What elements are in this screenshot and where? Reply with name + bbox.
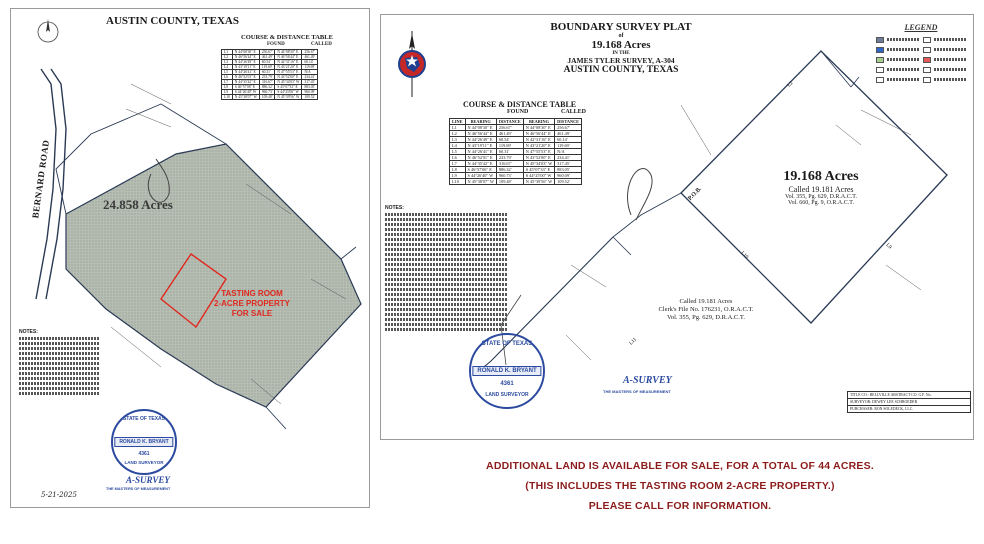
right-title-acres: 19.168 Acres (591, 39, 651, 51)
table-cell: 316.67' (496, 161, 523, 167)
sale-notice (390, 456, 970, 516)
table-cell: L10 (450, 179, 466, 185)
table-cell: N 45°38'07" W (465, 179, 496, 185)
table-cell: N 44°26'49" E (232, 60, 259, 65)
table-cell: S 46°57'06" E (465, 167, 496, 173)
right-title-info-block (847, 391, 971, 413)
table-cell: N 44°08'30" E (523, 125, 554, 131)
table-cell: N 45°39'56" W (523, 179, 554, 185)
table-cell: 119.69' (496, 143, 523, 149)
right-pob-label: P.O.B. (687, 186, 704, 202)
left-table-called: CALLED (311, 42, 332, 47)
table-cell: 960.73' (496, 173, 523, 179)
table-cell: N 46°56'44" E (275, 55, 302, 60)
table-cell: N 46°52'01" E (465, 155, 496, 161)
right-survey-plat (380, 14, 974, 440)
table-header-cell: LINE (450, 119, 466, 125)
table-cell: S 45°07'33" E (275, 85, 302, 90)
table-header-cell: DISTANCE (496, 119, 523, 125)
table-cell: 461.49' (555, 131, 582, 137)
table-cell: S 44°25'00" W (523, 173, 554, 179)
table-cell: 60.14' (302, 60, 318, 65)
table-cell: N 45°34'03" W (523, 161, 554, 167)
table-cell: N 46°52'01" E (232, 75, 259, 80)
right-table-called: CALLED (561, 109, 587, 115)
left-survey-plat (10, 8, 370, 508)
table-cell: 119.69' (555, 143, 582, 149)
table-cell: 316.67' (259, 80, 275, 85)
table-cell: 60.31' (259, 70, 275, 75)
table-cell: 960.73' (259, 90, 275, 95)
right-acres-block (751, 169, 891, 206)
notice-line1: ADDITIONAL LAND IS AVAILABLE FOR SALE, FOR A TOTAL OF 44 ACRES. (486, 460, 874, 472)
right-bottom-called-1: Called 19.181 Acres (679, 298, 733, 305)
right-title-line1: BOUNDARY SURVEY PLAT (550, 21, 692, 33)
right-title-in: IN THE (612, 51, 630, 56)
table-cell: N 44°08'30" E (232, 50, 259, 55)
table-cell: 109.48' (496, 179, 523, 185)
left-table-found: FOUND (267, 42, 285, 47)
table-cell: L3 (222, 60, 233, 65)
table-cell: N 45°34'03" W (275, 80, 302, 85)
table-cell: 886.32' (496, 167, 523, 173)
table-cell: L2 (450, 131, 466, 137)
table-cell: 461.49' (496, 131, 523, 137)
table-cell: 461.49' (259, 55, 275, 60)
right-seal-top: STATE OF TEXAS (481, 341, 533, 347)
table-cell: 109.52' (302, 95, 318, 100)
table-cell: S 44°26'40" W (465, 173, 496, 179)
right-seal-bottom: LAND SURVEYOR (485, 392, 529, 398)
table-cell: 317.45' (302, 80, 318, 85)
right-company-tag: THE MASTERS OF MEASUREMENT (603, 389, 671, 394)
table-cell: N 47°55'53" E (275, 70, 302, 75)
right-notes-title: NOTES: (385, 205, 404, 211)
right-called-vol2: Vol. 660, Pg. 9, O.R.A.C.T. (788, 200, 854, 206)
table-cell: N 43°19'11" E (232, 65, 259, 70)
table-cell: N 46°56'44" E (523, 131, 554, 137)
table-cell: N/A (302, 70, 318, 75)
left-seal-number: 4361 (138, 451, 150, 457)
table-cell: 256.67' (555, 125, 582, 131)
table-cell: L8 (450, 167, 466, 173)
left-seal-name: RONALD K. BRYANT (114, 437, 173, 447)
left-notes (19, 329, 99, 397)
table-cell: N 44°26'41" E (465, 149, 496, 155)
table-cell: N 47°55'53" E (523, 149, 554, 155)
table-cell: L4 (450, 143, 466, 149)
table-cell: 234.41' (302, 75, 318, 80)
table-cell: L6 (450, 155, 466, 161)
left-surveyor-seal (111, 409, 177, 475)
table-cell: 233.79' (259, 75, 275, 80)
table-cell: L7 (450, 161, 466, 167)
right-seal-name: RONALD K. BRYANT (472, 366, 541, 376)
right-title-of: of (618, 33, 624, 39)
legend-title: LEGEND (904, 23, 938, 32)
right-title-county: AUSTIN COUNTY, TEXAS (563, 65, 679, 75)
left-road-label: BERNARD ROAD (30, 139, 52, 219)
table-cell: 60.54' (496, 137, 523, 143)
table-cell: L6 (222, 75, 233, 80)
table-cell: 256.67' (259, 50, 275, 55)
right-called-acres: Called 19.181 Acres (788, 185, 854, 194)
table-cell: N 43°19'11" E (465, 143, 496, 149)
table-cell: 233.79' (496, 155, 523, 161)
svg-text:L9: L9 (884, 242, 893, 251)
left-company-tag: THE MASTERS OF MEASUREMENT (106, 487, 171, 491)
table-cell: 109.52' (555, 179, 582, 185)
table-cell: L5 (450, 149, 466, 155)
table-cell: L1 (450, 125, 466, 131)
left-notes-title: NOTES: (19, 329, 38, 335)
table-cell: 461.49' (302, 55, 318, 60)
table-cell: 883.05' (302, 85, 318, 90)
table-cell: L8 (222, 85, 233, 90)
table-cell: N 42°31'16" E (523, 137, 554, 143)
table-cell: N/A (555, 149, 582, 155)
table-cell: 960.09' (302, 90, 318, 95)
table-cell: N 44°08'30" E (275, 50, 302, 55)
table-cell: S 44°26'40" W (232, 90, 259, 95)
title-info-row: SURVEYOR: DEWEY LEE SCHROEDER (848, 399, 970, 406)
svg-text:L11: L11 (628, 337, 638, 347)
table-cell: 886.32' (259, 85, 275, 90)
table-cell: L9 (222, 90, 233, 95)
table-cell: L1 (222, 50, 233, 55)
table-cell: N 46°56'44" E (465, 131, 496, 137)
table-cell: 317.45' (555, 161, 582, 167)
table-cell: 883.05' (555, 167, 582, 173)
right-bottom-called-2: Clerk's File No. 176231, O.R.A.C.T. (658, 306, 754, 313)
right-seal-number: 4361 (500, 381, 514, 387)
right-called-vol1: Vol. 355, Pg. 629, D.R.A.C.T. (785, 194, 857, 200)
table-cell: N 42°31'16" E (275, 60, 302, 65)
table-header-cell: BEARING (465, 119, 496, 125)
table-cell: 256.67' (302, 50, 318, 55)
table-cell: L9 (450, 173, 466, 179)
table-cell: 960.09' (555, 173, 582, 179)
table-cell: N 46°56'44" E (232, 55, 259, 60)
table-cell: L5 (222, 70, 233, 75)
left-seal-bottom: LAND SURVEYOR (124, 460, 164, 465)
title-info-row: TITLE CO.: BELLVILLE ABSTRACT CO. G.F. No. (848, 392, 970, 399)
notice-line2: (THIS INCLUDES THE TASTING ROOM 2-ACRE PROPERTY.) (525, 480, 835, 492)
title-info-row: PURCHASER: RON SOLEDECK, LLC. (850, 407, 914, 411)
table-cell: N 44°35'42" E (465, 161, 496, 167)
svg-text:L10: L10 (739, 250, 749, 261)
table-cell: N 43°52'00" E (275, 75, 302, 80)
left-company-logo: A-SURVEY (126, 475, 170, 485)
tasting-room-line1: TASTING ROOM (221, 289, 283, 298)
table-cell: S 44°25'00" W (275, 90, 302, 95)
table-cell: N 44°35'42" E (232, 80, 259, 85)
table-cell: N 45°38'07" W (232, 95, 259, 100)
table-cell: N 45°39'56" W (275, 95, 302, 100)
table-cell: 60.54' (259, 60, 275, 65)
tasting-room-line3: FOR SALE (231, 309, 273, 318)
table-cell: 119.69' (259, 65, 275, 70)
right-bottom-called (631, 298, 781, 322)
table-cell: 234.41' (555, 155, 582, 161)
right-title-survey: JAMES TYLER SURVEY, A-304 (567, 56, 675, 65)
table-cell: 256.67' (496, 125, 523, 131)
table-cell: N 43°52'00" E (523, 155, 554, 161)
tasting-room-label (214, 289, 290, 319)
table-cell: S 45°07'33" E (523, 167, 554, 173)
table-header-cell: DISTANCE (555, 119, 582, 125)
left-date-signature: 5-21-2025 (41, 491, 77, 499)
table-cell: 60.31' (496, 149, 523, 155)
table-cell: 109.48' (259, 95, 275, 100)
table-cell: N 44°26'41" E (232, 70, 259, 75)
table-cell: L10 (222, 95, 233, 100)
left-plat-map (11, 9, 369, 507)
table-cell: L4 (222, 65, 233, 70)
right-table-title: COURSE & DISTANCE TABLE (463, 100, 577, 109)
svg-text:L2: L2 (786, 80, 795, 89)
table-cell: N 44°08'30" E (465, 125, 496, 131)
table-cell: N 43°21'20" E (275, 65, 302, 70)
notice-line3: PLEASE CALL FOR INFORMATION. (588, 500, 772, 512)
table-cell: L3 (450, 137, 466, 143)
table-cell: N 43°21'20" E (523, 143, 554, 149)
table-header-cell: BEARING (523, 119, 554, 125)
table-cell: L7 (222, 80, 233, 85)
right-table-found: FOUND (507, 109, 529, 115)
right-company-logo: A-SURVEY (623, 375, 672, 386)
table-cell: 60.14' (555, 137, 582, 143)
right-acres-label: 19.168 Acres (783, 169, 859, 184)
tasting-room-line2: 2-ACRE PROPERTY (214, 299, 291, 308)
left-county-title: AUSTIN COUNTY, TEXAS (106, 15, 239, 27)
right-bottom-called-3: Vol. 355, Pg. 629, D.R.A.C.T. (667, 314, 745, 321)
table-cell: N 44°26'49" E (465, 137, 496, 143)
left-seal-top: STATE OF TEXAS (122, 416, 166, 422)
table-cell: S 46°57'06" E (232, 85, 259, 90)
left-acres-label: 24.858 Acres (103, 197, 173, 212)
right-surveyor-seal (469, 333, 545, 409)
left-table-title: COURSE & DISTANCE TABLE (241, 34, 333, 41)
table-cell: L2 (222, 55, 233, 60)
table-cell: 119.69' (302, 65, 318, 70)
